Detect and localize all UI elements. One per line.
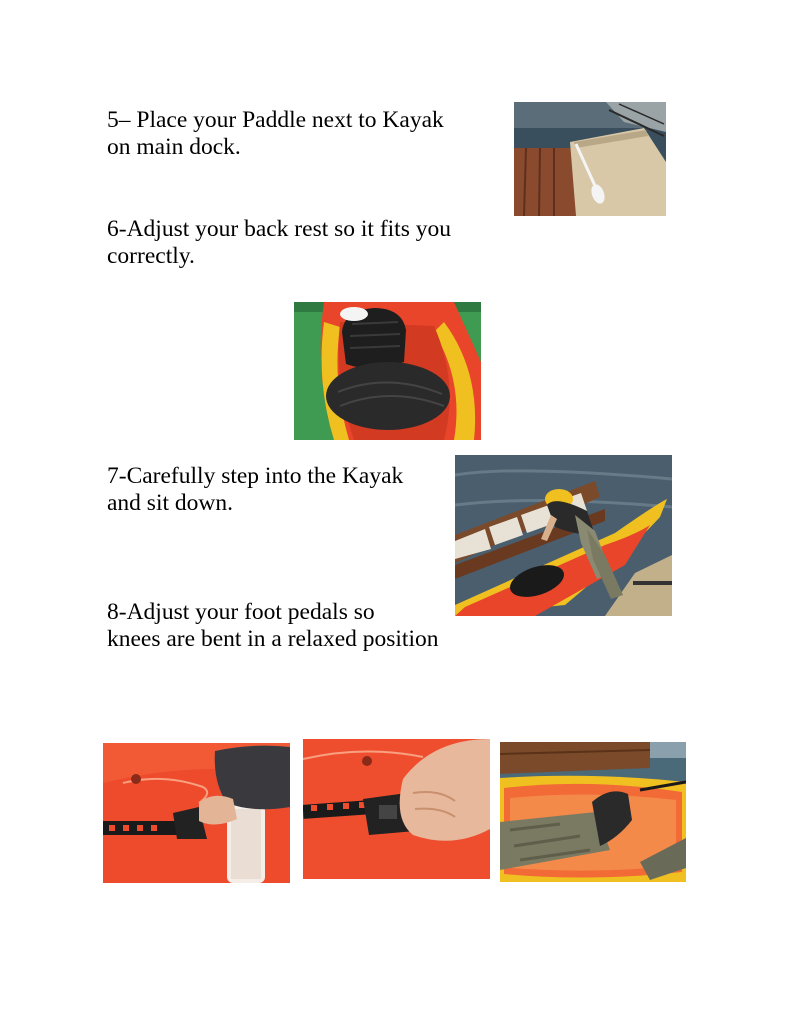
step-8-line-1: 8-Adjust your foot pedals so: [107, 599, 375, 625]
foot-on-pedal-photo: [500, 742, 686, 882]
step-6-text: [107, 216, 451, 270]
stepping-into-kayak-photo: [455, 455, 672, 616]
kayak-back-rest-photo: [294, 302, 481, 440]
step-7-line-1: 7-Carefully step into the Kayak: [107, 463, 404, 489]
step-7-text: [107, 463, 403, 517]
step-5-line-2: on main dock.: [107, 134, 241, 160]
step-5-text: [107, 107, 444, 161]
step-8-text: [107, 599, 439, 653]
step-6-line-2: correctly.: [107, 243, 195, 269]
step-6-line-1: 6-Adjust your back rest so it fits you: [107, 216, 451, 242]
step-8-line-2: knees are bent in a relaxed position: [107, 626, 439, 652]
step-7-line-2: and sit down.: [107, 490, 233, 516]
foot-pedal-strap-photo: [103, 743, 290, 883]
foot-pedal-adjust-photo: [303, 739, 490, 879]
step-5-line-1: 5– Place your Paddle next to Kayak: [107, 107, 444, 133]
paddle-next-to-kayak-photo: [514, 102, 666, 216]
